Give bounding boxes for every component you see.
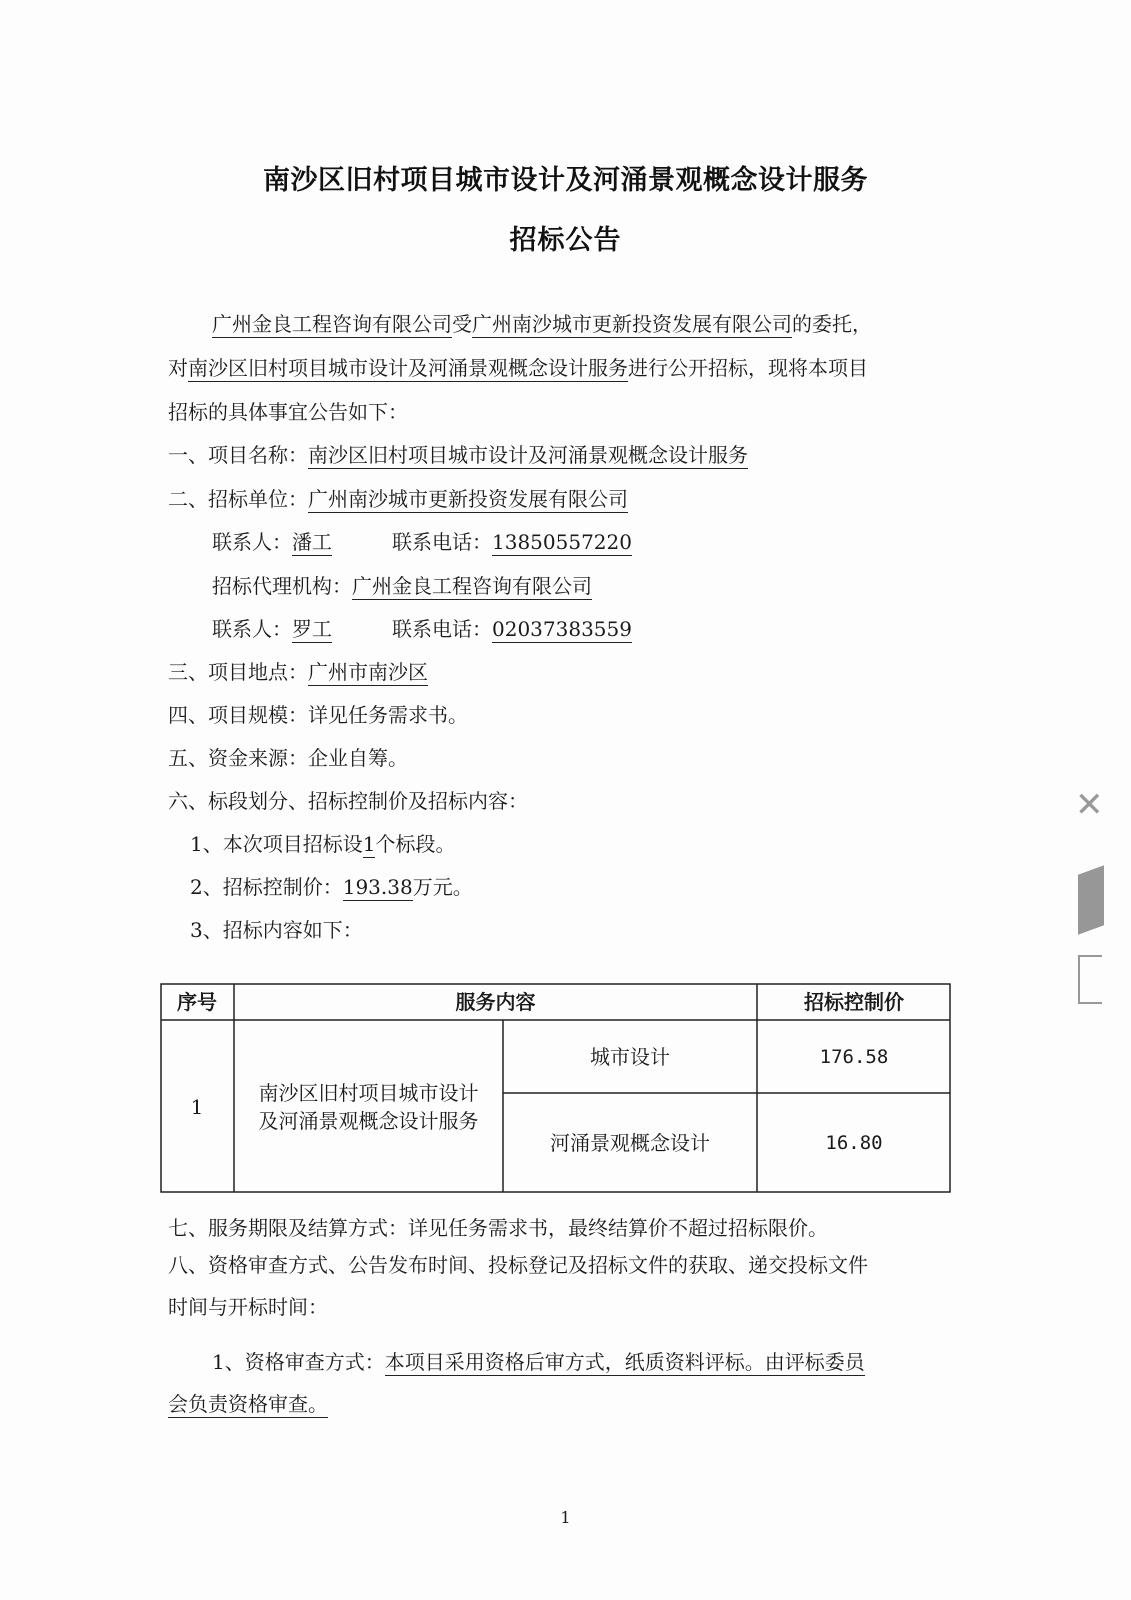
section-qualification: 八、资格审查方式、公告发布时间、投标登记及招标文件的获取、递交投标文件 [168,1253,868,1277]
scan-stamp-fragment: ✕ [1075,785,1104,825]
lot-count: 1、本次项目招标设1个标段。 [190,832,456,856]
sub-item-price: 176.58 [819,1045,889,1068]
header-service: 服务内容 [455,989,536,1014]
agency-line: 招标代理机构：广州金良工程咨询有限公司 [212,574,592,598]
section-qualification-cont: 时间与开标时间： [168,1295,328,1319]
scan-mark [1078,865,1104,934]
contact-2: 联系人：罗工 [212,617,332,641]
section-location: 三、项目地点：广州市南沙区 [168,660,428,684]
section-tender-unit: 二、招标单位：广州南沙城市更新投资发展有限公司 [168,487,628,511]
qualification-method-cont: 会负责资格审查。 [168,1392,328,1416]
tender-content-table [160,983,951,1193]
client-name: 广州南沙城市更新投资发展有限公司 [472,312,792,336]
sub-item-price: 16.80 [825,1132,883,1154]
contact-1-phone: 联系电话：13850557220 [392,530,632,554]
sub-item-name: 河涌景观概念设计 [550,1131,710,1155]
scan-mark [1078,955,1102,1004]
header-price: 招标控制价 [804,989,904,1014]
service-name: 南沙区旧村项目城市设计 及河涌景观概念设计服务 [258,1080,479,1133]
section-scale: 四、项目规模：详见任务需求书。 [168,703,468,727]
contact-2-phone: 联系电话：02037383559 [392,617,632,641]
control-price: 2、招标控制价：193.38万元。 [190,875,473,899]
content-heading: 3、招标内容如下： [190,918,363,942]
document-subtitle: 招标公告 [509,225,622,256]
page-number: 1 [560,1508,571,1527]
project-name: 南沙区旧村项目城市设计及河涌景观概念设计服务 [188,356,628,380]
intro-line-2: 对南沙区旧村项目城市设计及河涌景观概念设计服务进行公开招标，现将本项目 [168,356,868,380]
section-project-name: 一、项目名称：南沙区旧村项目城市设计及河涌景观概念设计服务 [168,443,748,467]
contact-1: 联系人：潘工 [212,530,332,554]
section-service-period: 七、服务期限及结算方式：详见任务需求书，最终结算价不超过招标限价。 [168,1216,828,1240]
sub-item-name: 城市设计 [590,1044,670,1069]
document-title: 南沙区旧村项目城市设计及河涌景观概念设计服务 [263,165,868,196]
header-no: 序号 [177,989,217,1014]
intro-line-1: 广州金良工程咨询有限公司受广州南沙城市更新投资发展有限公司的委托， [212,312,872,336]
agency-name: 广州金良工程咨询有限公司 [212,312,452,336]
row-no: 1 [190,1094,204,1119]
intro-line-3: 招标的具体事宜公告如下： [168,400,408,424]
section-lots: 六、标段划分、招标控制价及招标内容： [168,789,528,813]
section-funding: 五、资金来源：企业自筹。 [168,746,408,770]
qualification-method: 1、资格审查方式：本项目采用资格后审方式，纸质资料评标。由评标委员 [212,1350,865,1374]
